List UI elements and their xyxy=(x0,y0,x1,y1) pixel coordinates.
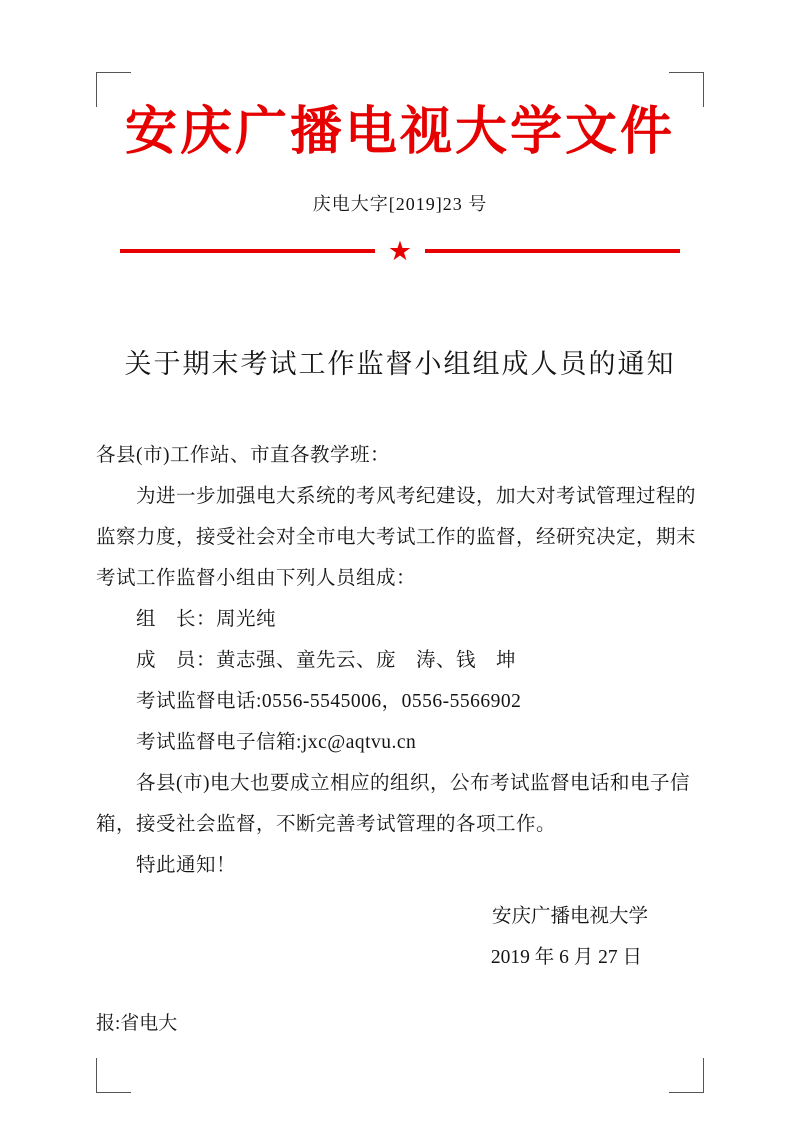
crop-mark-bottom-left xyxy=(96,1058,131,1093)
body-paragraph-closing: 特此通知！ xyxy=(136,855,237,877)
salutation: 各县(市)工作站、市直各教学班： xyxy=(96,445,390,467)
red-rule-right-segment xyxy=(425,249,680,253)
red-divider-rule xyxy=(96,236,704,267)
crop-mark-bottom-right xyxy=(669,1058,704,1093)
body-paragraph-email: 考试监督电子信箱:jxc@aqtvu.cn xyxy=(136,732,417,754)
signature-block xyxy=(96,896,704,978)
footer-distribution-note: 报:省电大 xyxy=(96,1013,178,1035)
document-title: 关于期末考试工作监督小组组成人员的通知 xyxy=(124,349,676,380)
signature-date: 2019 年 6 月 27 日 xyxy=(490,947,642,969)
signature-organization: 安庆广播电视大学 xyxy=(491,906,648,928)
body-paragraph: 为进一步加强电大系统的考风考纪建设，加大对考试管理过程的监察力度，接受社会对全市电大考试工作的监督，经研究决定，期末考试工作监督小组由下列人员组成： xyxy=(96,486,697,590)
document-content xyxy=(96,72,704,1035)
body-paragraph-counties: 各县(市)电大也要成立相应的组织，公布考试监督电话和电子信箱，接受社会监督，不断完善考试管理的各项工作。 xyxy=(96,773,690,836)
document-masthead: 安庆广播电视大学文件 xyxy=(124,104,675,161)
body-paragraph-phone: 考试监督电话:0556-5545006，0556-5566902 xyxy=(136,691,522,713)
document-body xyxy=(96,435,704,886)
red-rule-left-segment xyxy=(120,249,375,253)
star-icon: ★ xyxy=(387,236,413,267)
body-paragraph-members: 成 员：黄志强、童先云、庞 涛、钱 坤 xyxy=(136,650,517,672)
document-number: 庆电大字[2019]23 号 xyxy=(312,194,488,215)
body-paragraph-leader: 组 长：周光纯 xyxy=(136,609,277,631)
